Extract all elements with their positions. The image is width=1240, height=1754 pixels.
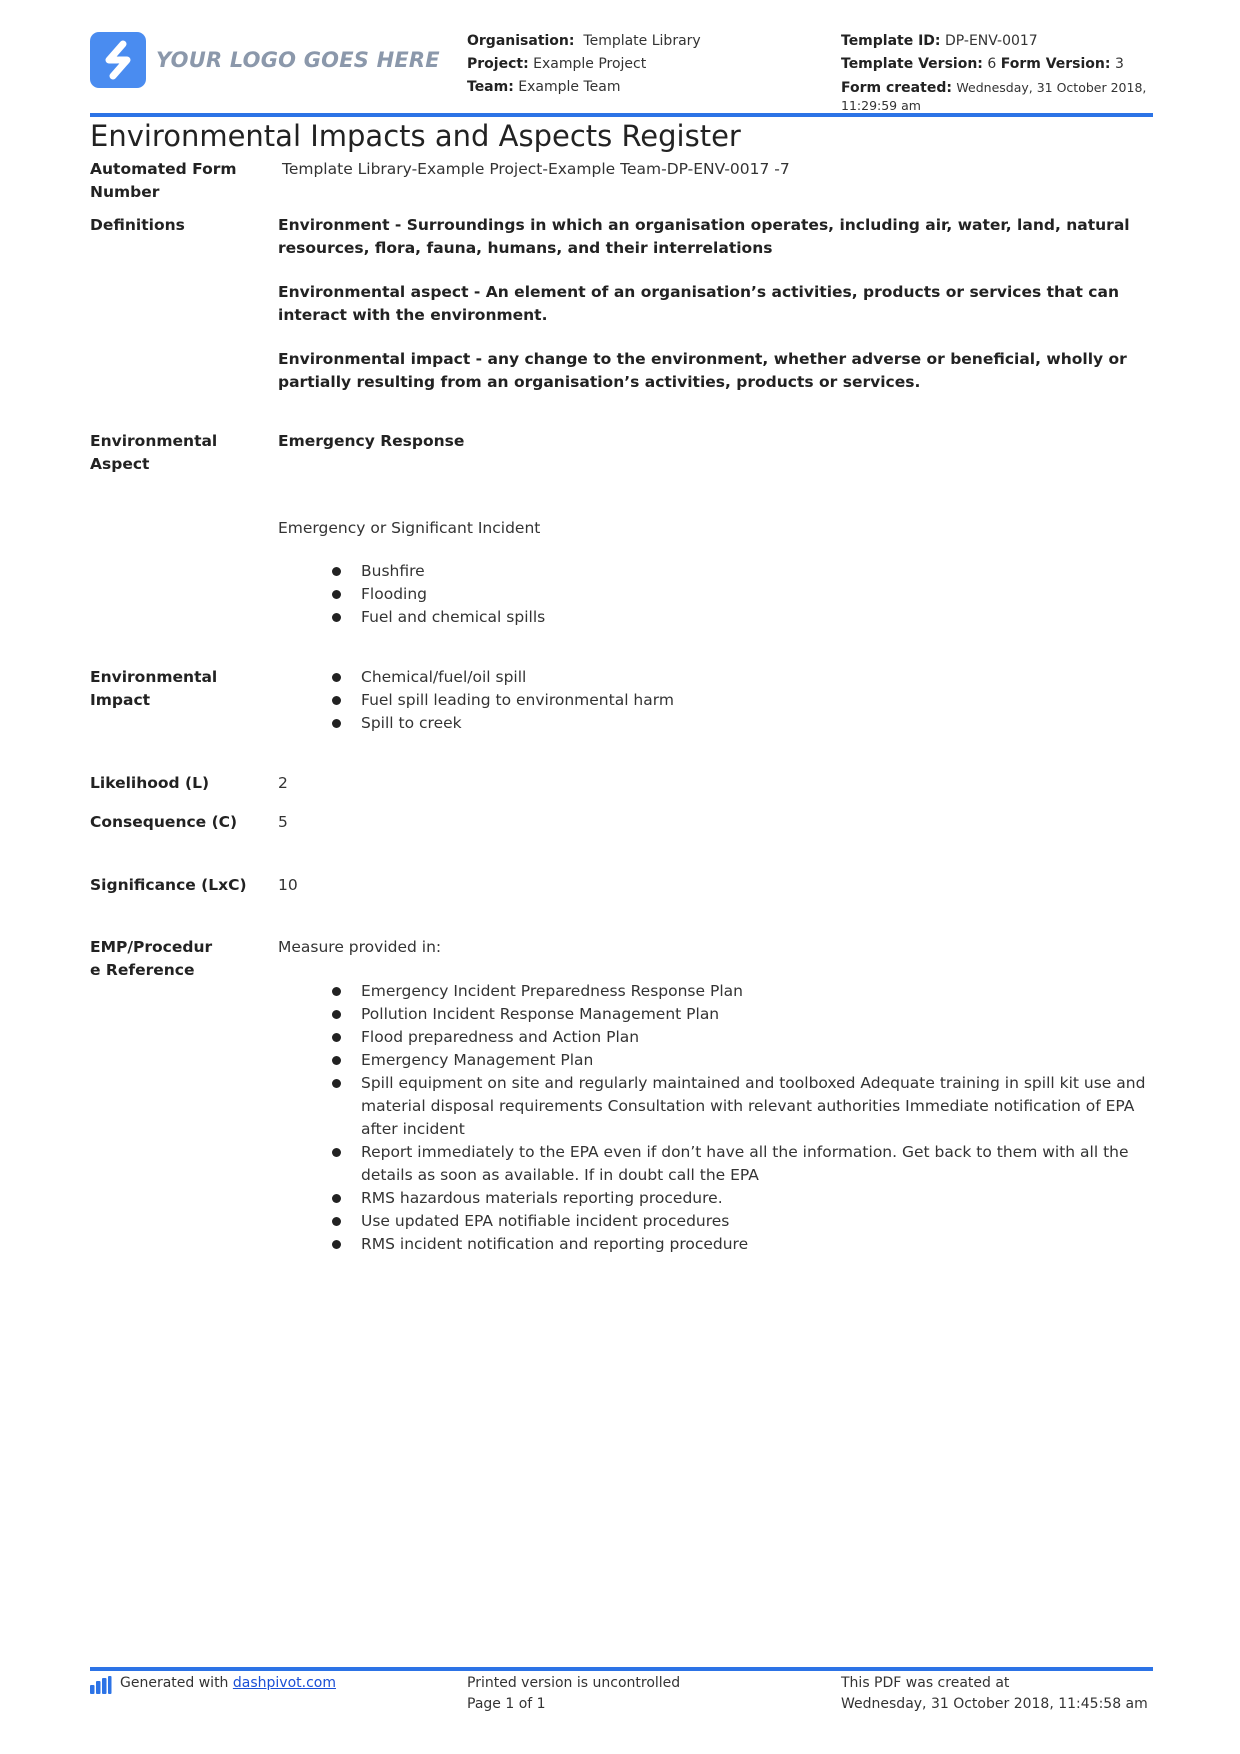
significance-label: Significance (LxC): [90, 876, 247, 894]
list-item: Spill to creek: [278, 712, 1158, 735]
generated-prefix: Generated with: [120, 1675, 229, 1691]
definitions-list: [278, 214, 1158, 415]
emp-label: EMP/Procedure Reference: [90, 938, 213, 979]
list-item: Fuel spill leading to environmental harm: [278, 689, 1158, 712]
pdf-created-value: Wednesday, 31 October 2018, 11:45:58 am: [841, 1696, 1148, 1712]
likelihood-value: 2: [278, 774, 288, 792]
footer-divider: [90, 1667, 1153, 1671]
form-created-label: Form created:: [841, 80, 952, 96]
page-number: Page 1 of 1: [467, 1696, 546, 1712]
printed-note: Printed version is uncontrolled: [467, 1675, 681, 1691]
document-title: Environmental Impacts and Aspects Register: [90, 119, 741, 153]
aspect-heading: Emergency Response: [278, 432, 465, 450]
consequence-value: 5: [278, 813, 288, 831]
template-version-label: Template Version:: [841, 56, 983, 72]
company-logo: [90, 32, 440, 88]
aspect-label: Environmental Aspect: [90, 432, 218, 473]
list-item: Use updated EPA notifiable incident procedures: [278, 1210, 1158, 1233]
form-version-label: Form Version:: [1000, 56, 1111, 72]
emp-list: [278, 980, 1158, 1256]
dashpivot-bars-icon: [90, 1676, 112, 1694]
pdf-created-label: This PDF was created at: [841, 1675, 1010, 1691]
footer-print-info: [467, 1673, 680, 1715]
organisation-value: Template Library: [583, 33, 701, 49]
list-item: Emergency Management Plan: [278, 1049, 1158, 1072]
significance-value: 10: [278, 876, 298, 894]
template-id-value: DP-ENV-0017: [944, 33, 1038, 49]
team-label: Team:: [467, 79, 514, 95]
emp-intro: Measure provided in:: [278, 938, 442, 956]
list-item: Fuel and chemical spills: [278, 606, 1158, 629]
definition-aspect: Environmental aspect - An element of an organisation’s activities, products or services that can interact with the environment.: [278, 283, 1119, 324]
form-created-value: Wednesday, 31 October 2018, 11:29:59 am: [841, 80, 1147, 113]
list-item: Report immediately to the EPA even if don’t have all the information. Get back to them with all the details as soon as available. If in doubt call the EPA: [278, 1141, 1158, 1187]
impact-list: [278, 666, 1158, 735]
logo-text: YOUR LOGO GOES HERE: [156, 48, 440, 72]
header-template-info: [841, 30, 1161, 115]
aspect-list: [278, 560, 1158, 629]
aspect-subheading: Emergency or Significant Incident: [278, 519, 541, 537]
likelihood-label: Likelihood (L): [90, 774, 210, 792]
footer-generated: [90, 1673, 336, 1694]
list-item: Emergency Incident Preparedness Response Plan: [278, 980, 1158, 1003]
list-item: RMS hazardous materials reporting procedure.: [278, 1187, 1158, 1210]
logo-mark-icon: [90, 32, 146, 88]
project-label: Project:: [467, 56, 529, 72]
template-version-value: 6: [987, 56, 997, 72]
list-item: Spill equipment on site and regularly maintained and toolboxed Adequate training in spill kit use and material disposal requirements Consultation with relevant authorities Immediate notification of EPA after incident: [278, 1072, 1158, 1141]
definitions-label: Definitions: [90, 216, 185, 234]
impact-label: Environmental Impact: [90, 668, 218, 709]
organisation-label: Organisation:: [467, 33, 575, 49]
team-value: Example Team: [518, 79, 621, 95]
template-id-label: Template ID:: [841, 33, 941, 49]
list-item: Chemical/fuel/oil spill: [278, 666, 1158, 689]
definition-impact: Environmental impact - any change to the environment, whether adverse or beneficial, wholly or partially resulting from an organisation’s activities, products or services.: [278, 350, 1127, 391]
definition-environment: Environment - Surroundings in which an organisation operates, including air, water, land, natural resources, flora, fauna, humans, and their interrelations: [278, 216, 1130, 257]
form-number-label: Automated Form Number: [90, 160, 237, 201]
list-item: Bushfire: [278, 560, 1158, 583]
form-number-value: Template Library-Example Project-Example Team-DP-ENV-0017 -7: [282, 160, 790, 178]
form-version-value: 3: [1114, 56, 1124, 72]
footer-pdf-info: [841, 1673, 1148, 1715]
list-item: Flood preparedness and Action Plan: [278, 1026, 1158, 1049]
project-value: Example Project: [533, 56, 647, 72]
list-item: RMS incident notification and reporting procedure: [278, 1233, 1158, 1256]
header-project-info: [467, 30, 701, 99]
list-item: Flooding: [278, 583, 1158, 606]
dashpivot-link[interactable]: dashpivot.com: [232, 1675, 336, 1691]
consequence-label: Consequence (C): [90, 813, 238, 831]
list-item: Pollution Incident Response Management Plan: [278, 1003, 1158, 1026]
